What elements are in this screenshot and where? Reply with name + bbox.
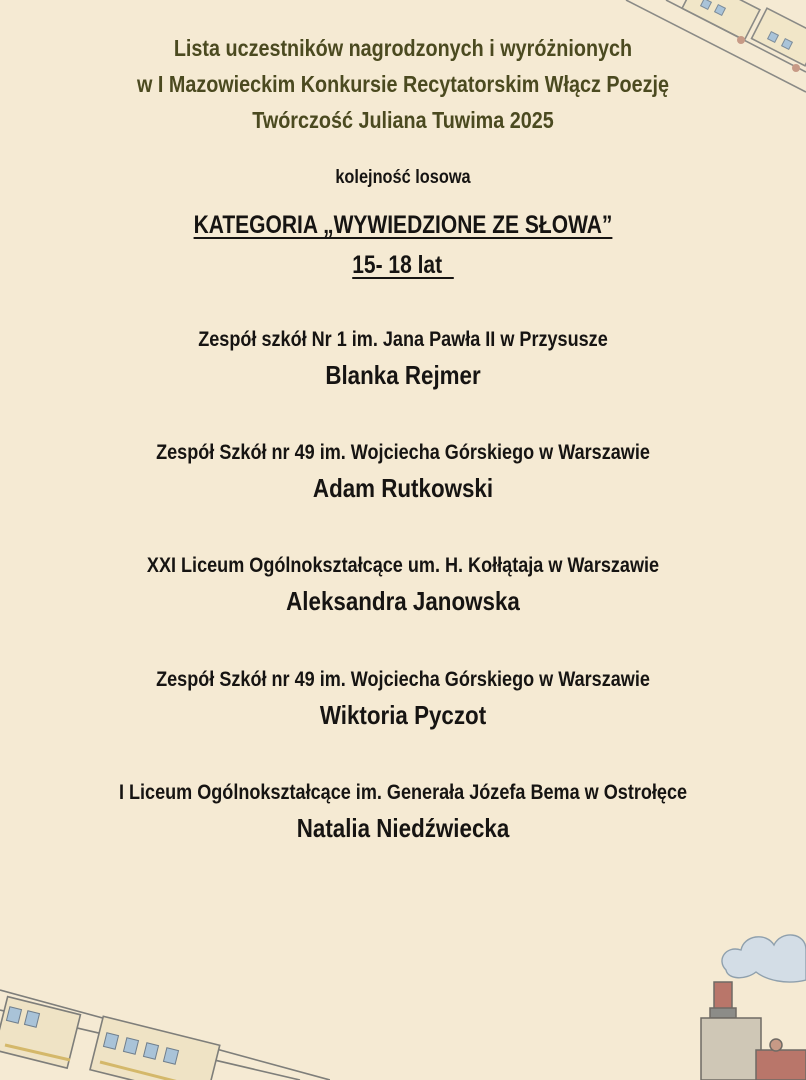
participant-entry <box>56 438 749 508</box>
title-line-2: w I Mazowieckim Konkursie Recytatorskim Włącz Poezję <box>136 71 670 97</box>
school-name: XXI Liceum Ogólnokształcące um. H. Kołłątaja w Warszawie <box>146 554 660 577</box>
school-name: I Liceum Ogólnokształcące im. Generała Józefa Bema w Ostrołęce <box>118 781 688 804</box>
participant-entry <box>56 665 749 735</box>
order-note: kolejność losowa <box>335 167 471 188</box>
participant-entry <box>56 325 749 395</box>
participant-name: Aleksandra Janowska <box>286 586 520 616</box>
category-heading <box>64 205 741 285</box>
participant-entry <box>56 778 749 848</box>
participant-name: Blanka Rejmer <box>325 360 481 390</box>
participant-name: Natalia Niedźwiecka <box>296 813 510 843</box>
title-line-1: Lista uczestników nagrodzonych i wyróżnionych <box>173 35 633 61</box>
participant-name: Adam Rutkowski <box>312 473 494 503</box>
participant-entry <box>56 551 749 621</box>
document-title <box>56 30 749 138</box>
school-name: Zespół Szkół nr 49 im. Wojciecha Górskiego w Warszawie <box>156 668 650 691</box>
category-age-range: 15- 18 lat <box>352 251 454 279</box>
school-name: Zespół Szkół nr 49 im. Wojciecha Górskiego w Warszawie <box>156 441 650 464</box>
participant-name: Wiktoria Pyczot <box>319 700 487 730</box>
category-name: KATEGORIA „WYWIEDZIONE ZE SŁOWA” <box>193 211 613 239</box>
school-name: Zespół szkół Nr 1 im. Jana Pawła II w Przysusze <box>198 328 608 351</box>
title-line-3: Twórczość Juliana Tuwima 2025 <box>252 107 554 133</box>
